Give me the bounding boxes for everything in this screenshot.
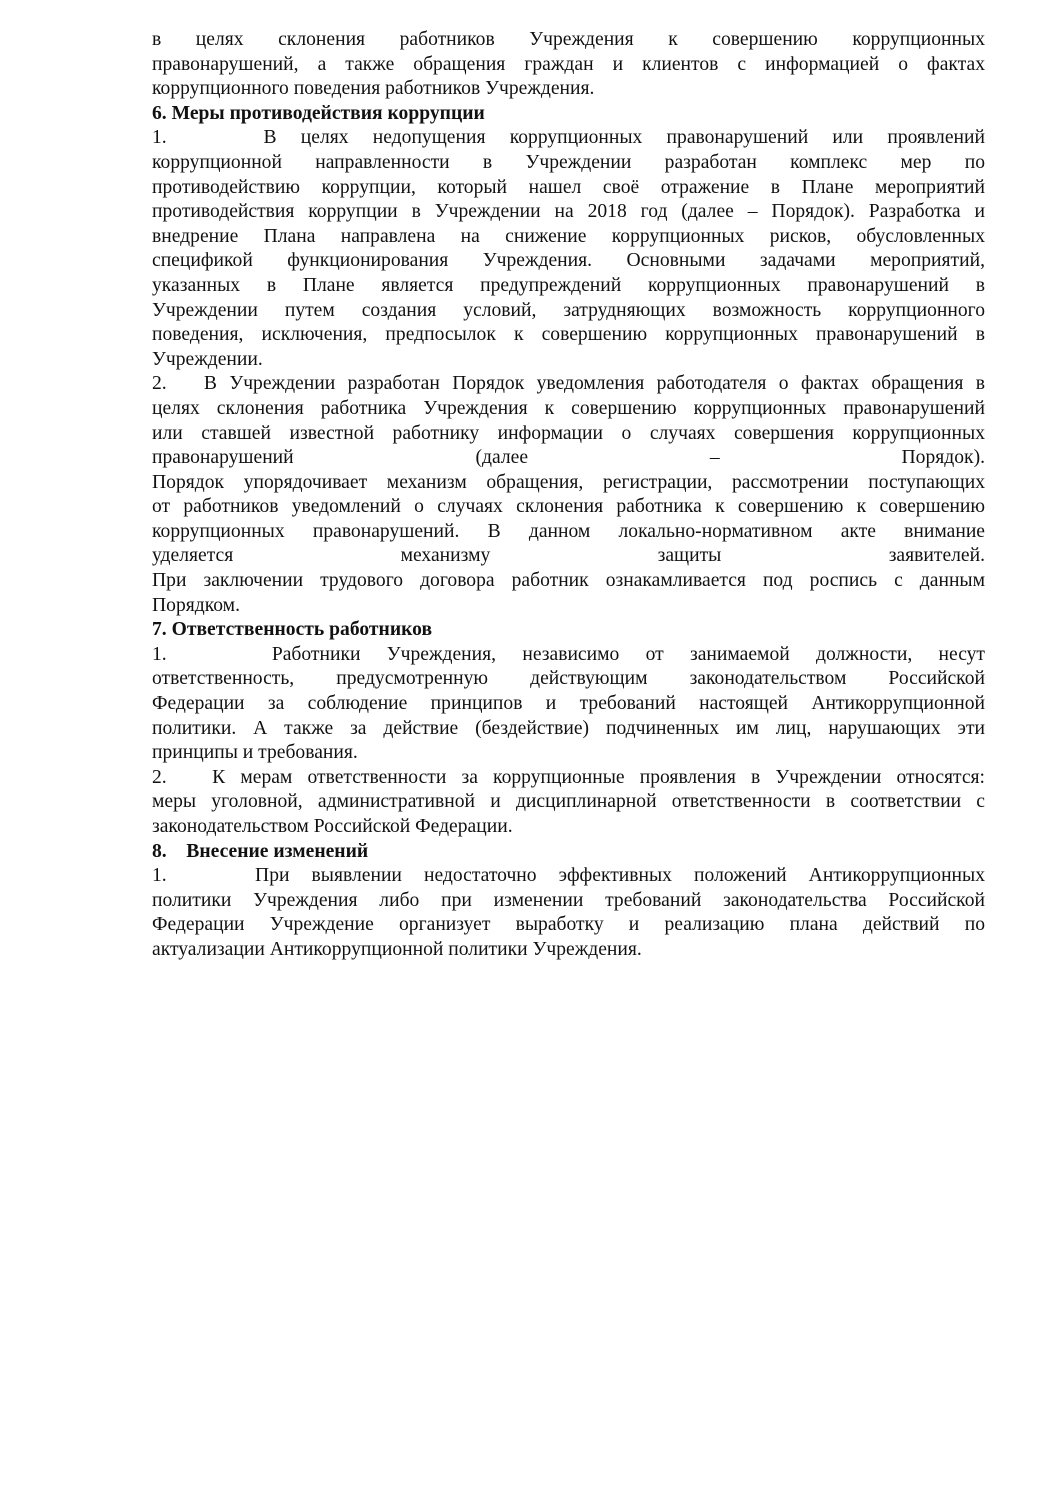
paragraph-intro-continuation bbox=[152, 28, 985, 102]
paragraph-6-1 bbox=[152, 126, 985, 372]
text-line: принципы и требования. bbox=[152, 742, 358, 764]
text-line: внедрение Плана направлена на снижение коррупционных рисков, обусловленных bbox=[152, 225, 985, 247]
text-line: в целях склонения работников Учреждения к совершению коррупционных bbox=[152, 29, 985, 50]
text-line: правонарушений, а также обращения граждан и клиентов с информацией о фактах bbox=[152, 53, 985, 75]
text-line: 2. В Учреждении разработан Порядок уведомления работодателя о фактах обращения в bbox=[152, 373, 985, 395]
text-line: Учреждении. bbox=[152, 348, 263, 370]
text-line: политики. А также за действие (бездействие) подчиненных им лиц, нарушающих эти bbox=[152, 717, 985, 739]
text-line: Федерации за соблюдение принципов и требований настоящей Антикоррупционной bbox=[152, 693, 985, 715]
text-line: актуализации Антикоррупционной политики Учреждения. bbox=[152, 938, 642, 960]
text-line: коррупционного поведения работников Учреждения. bbox=[152, 78, 595, 100]
text-line: указанных в Плане является предупреждений коррупционных правонарушений в bbox=[152, 274, 985, 296]
text-line: 1. Работники Учреждения, независимо от занимаемой должности, несут bbox=[152, 643, 985, 665]
text-line: политики Учреждения либо при изменении требований законодательства Российской bbox=[152, 889, 985, 911]
text-line: целях склонения работника Учреждения к совершению коррупционных правонарушений bbox=[152, 397, 985, 419]
text-line: Порядок упорядочивает механизм обращения, регистрации, рассмотрении поступающих bbox=[152, 471, 985, 493]
text-line: Учреждении путем создания условий, затрудняющих возможность коррупционного bbox=[152, 299, 985, 321]
section-heading-7: 7. Ответственность работников bbox=[152, 619, 433, 641]
text-line: спецификой функционирования Учреждения. Основными задачами мероприятий, bbox=[152, 250, 985, 272]
paragraph-8-1 bbox=[152, 864, 985, 962]
section-heading-8: 8. Внесение изменений bbox=[152, 840, 369, 862]
text-line: коррупционных правонарушений. В данном локально-нормативном акте внимание bbox=[152, 520, 985, 542]
text-line: поведения, исключения, предпосылок к совершению коррупционных правонарушений в bbox=[152, 324, 985, 346]
text-line: или ставшей известной работнику информации о случаях совершения коррупционных bbox=[152, 422, 985, 444]
paragraph-6-2 bbox=[152, 372, 985, 618]
text-line: меры уголовной, административной и дисциплинарной ответственности в соответствии с bbox=[152, 791, 985, 813]
text-line: При заключении трудового договора работник ознакамливается под роспись с данным bbox=[152, 570, 985, 592]
text-line: Федерации Учреждение организует выработку и реализацию плана действий по bbox=[152, 914, 985, 936]
text-line: 1. В целях недопущения коррупционных правонарушений или проявлений bbox=[152, 127, 985, 149]
document-page bbox=[152, 28, 985, 963]
text-line: ответственность, предусмотренную действующим законодательством Российской bbox=[152, 668, 985, 690]
section-heading-6: 6. Меры противодействия коррупции bbox=[152, 102, 485, 124]
text-line: противодействию коррупции, который нашел своё отражение в Плане мероприятий bbox=[152, 176, 985, 198]
text-line: коррупционной направленности в Учреждении разработан комплекс мер по bbox=[152, 151, 985, 173]
text-line: 2. К мерам ответственности за коррупционные проявления в Учреждении относятся: bbox=[152, 766, 985, 788]
text-line: 1. При выявлении недостаточно эффективных положений Антикоррупционных bbox=[152, 865, 985, 887]
text-line: Порядком. bbox=[152, 594, 240, 616]
text-line: уделяется механизму защиты заявителей. bbox=[152, 545, 985, 567]
text-line: законодательством Российской Федерации. bbox=[152, 816, 513, 837]
text-line: противодействия коррупции в Учреждении на 2018 год (далее – Порядок). Разработка и bbox=[152, 201, 985, 223]
text-line: правонарушений (далее – Порядок). bbox=[152, 447, 985, 469]
paragraph-7-2 bbox=[152, 766, 985, 840]
paragraph-7-1 bbox=[152, 643, 985, 766]
text-line: от работников уведомлений о случаях склонения работника к совершению к совершению bbox=[152, 496, 985, 518]
